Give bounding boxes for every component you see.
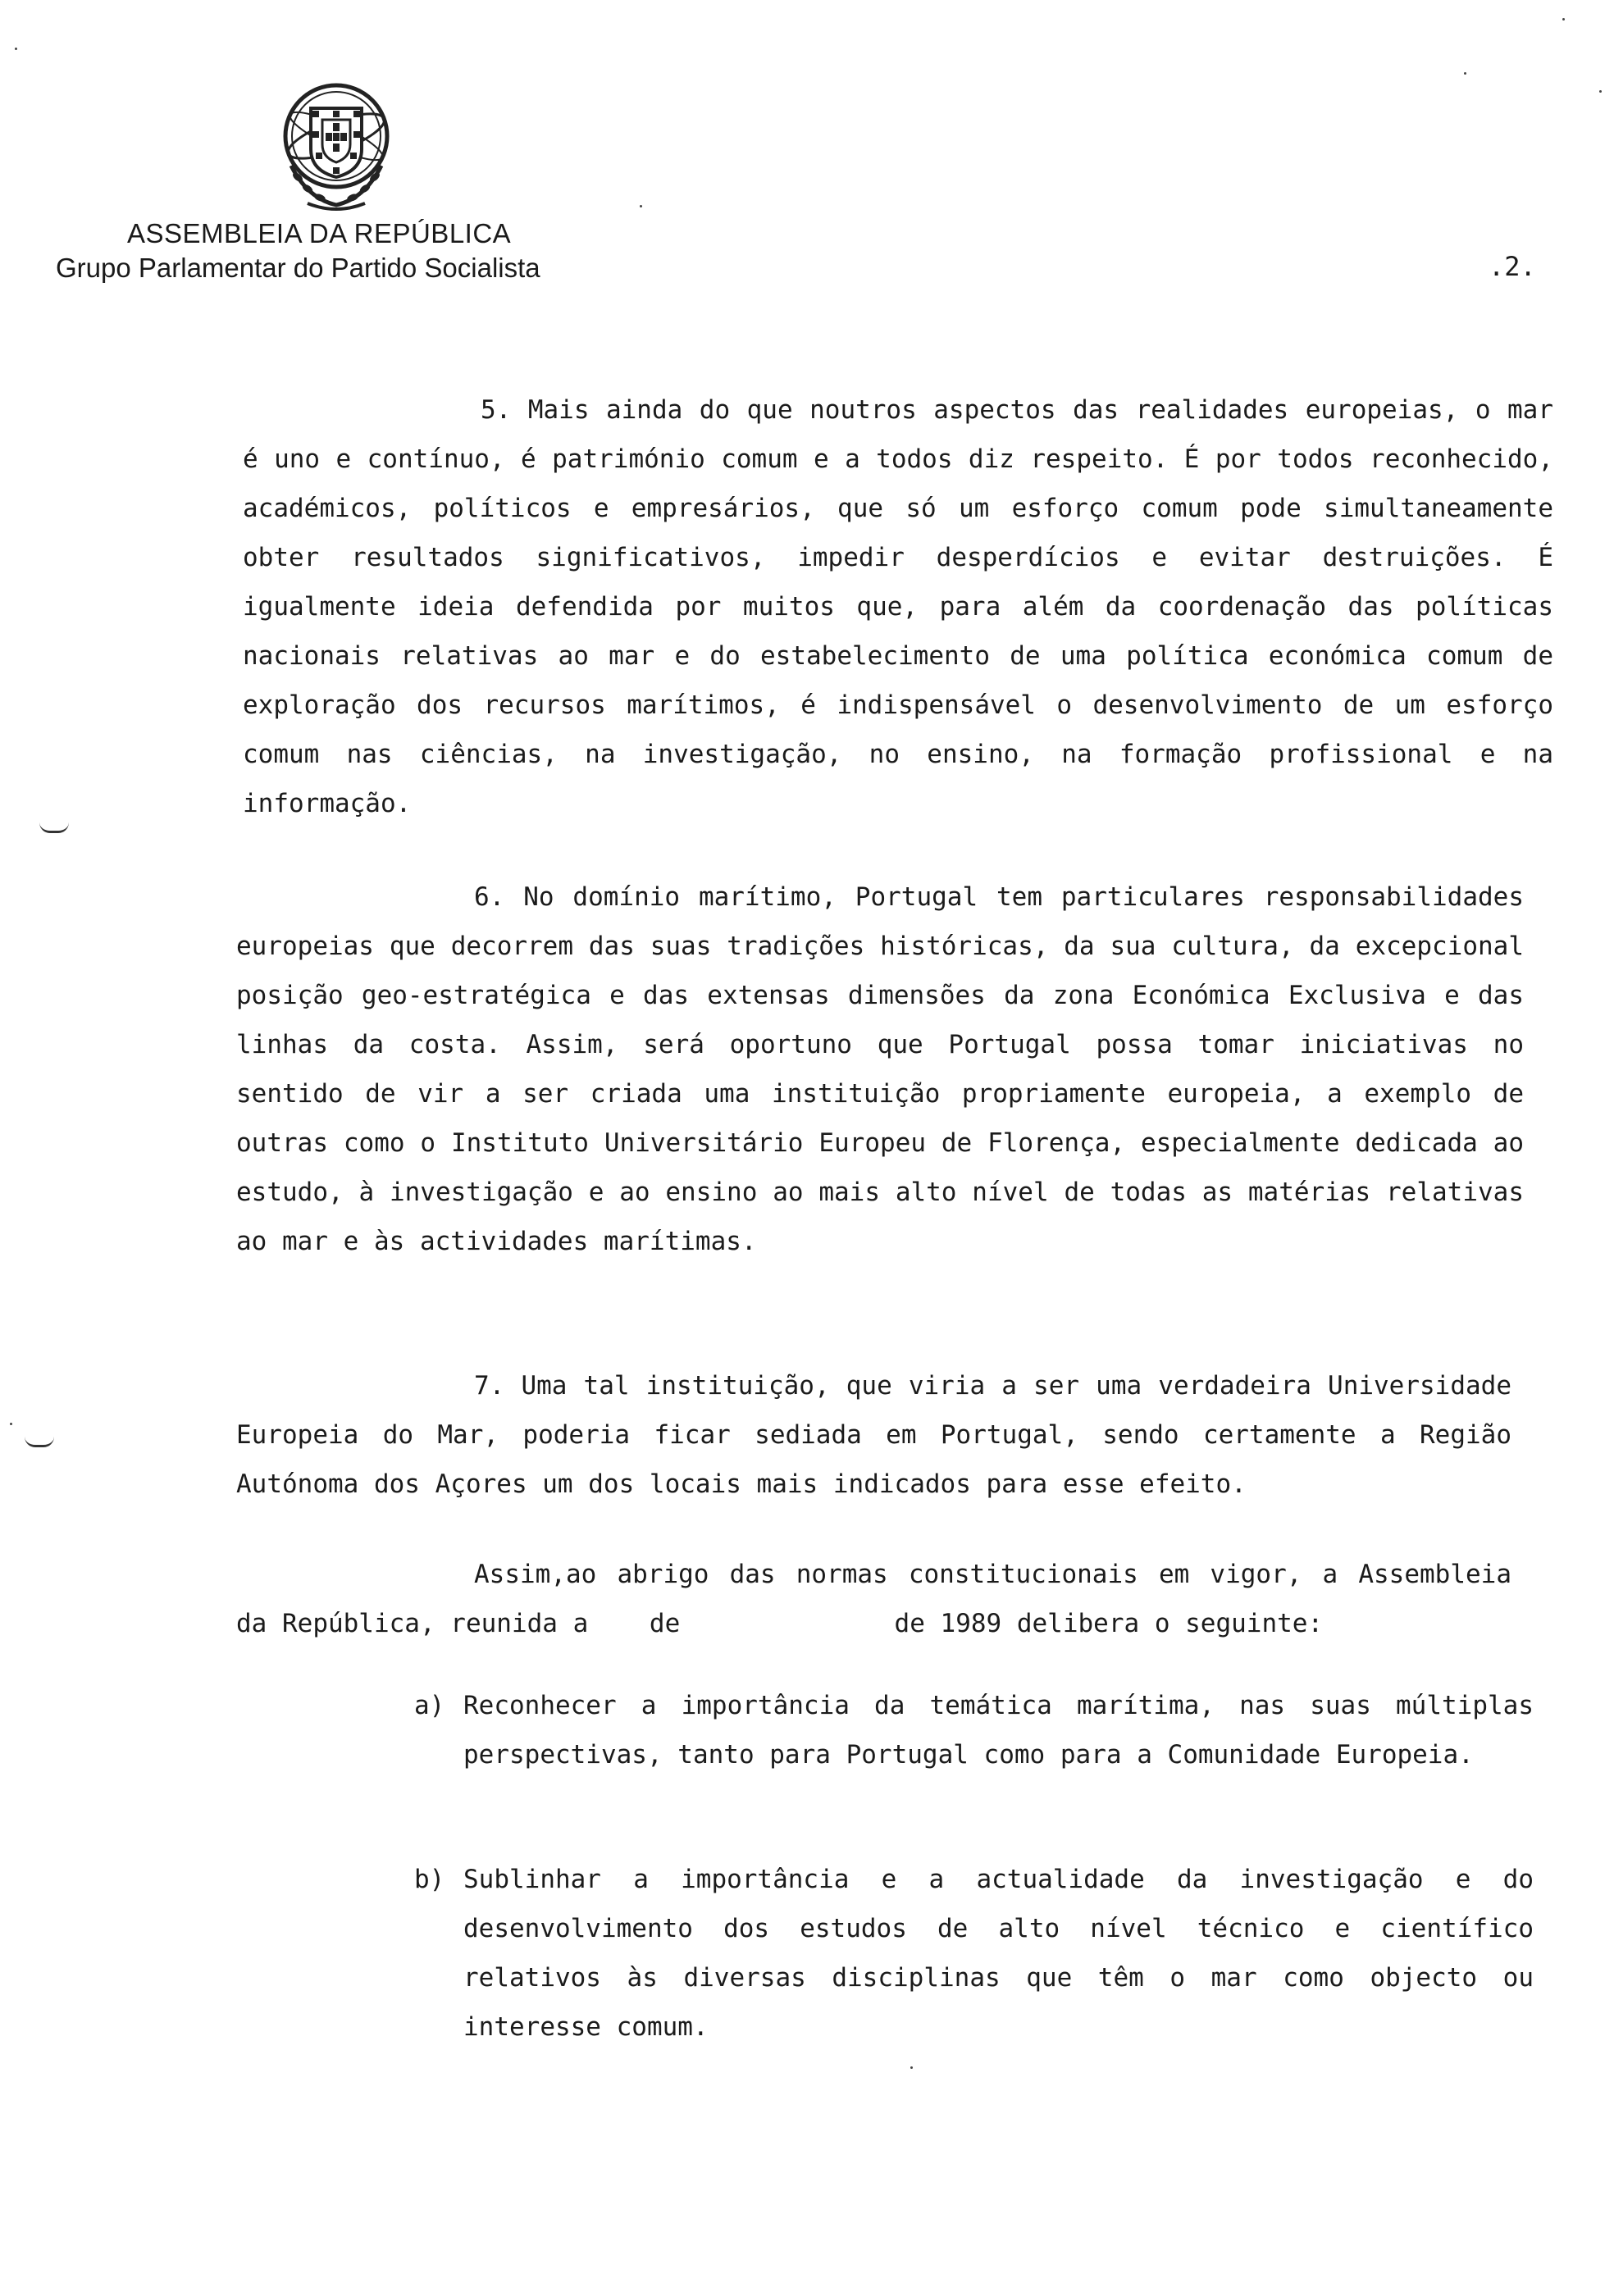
parliamentary-group-name: Grupo Parlamentar do Partido Socialista	[56, 253, 540, 283]
resolution-preamble-text: Assim,ao abrigo das normas constitucionais em vigor, a Assembleia da República, reunida a de de 1989 delibera o seguinte:	[236, 1560, 1527, 1638]
paragraph-5	[243, 385, 1553, 828]
page-number: .2.	[1489, 251, 1536, 282]
item-text: Sublinhar a importância e a actualidade da investigação e do desenvolvimento dos estudos de alto nível técnico e científico relativos às diversas disciplinas que têm o mar como objecto ou interesse comum.	[463, 1865, 1534, 2042]
item-letter: b)	[414, 1865, 445, 1894]
scan-speck	[1562, 18, 1565, 20]
scan-mark	[39, 822, 69, 833]
paragraph-7	[236, 1361, 1511, 1509]
resolution-item-a	[414, 1681, 1534, 1779]
paragraph-7-text: 7. Uma tal instituição, que viria a ser uma verdadeira Universidade Europeia do Mar, poderia ficar sediada em Portugal, sendo certamente a Região Autónoma dos Açores um dos locais mais indicados para esse efeito.	[236, 1371, 1511, 1499]
portuguese-coat-of-arms-icon	[275, 80, 398, 212]
item-letter: a)	[414, 1691, 445, 1720]
resolution-preamble	[236, 1550, 1527, 1648]
item-text: Reconhecer a importância da temática marítima, nas suas múltiplas perspectivas, tanto para Portugal como para a Comunidade Europeia.	[463, 1691, 1534, 1770]
scan-speck	[15, 48, 17, 50]
scan-speck	[1599, 90, 1602, 93]
resolution-item-b	[414, 1855, 1534, 2052]
institution-name: ASSEMBLEIA DA REPÚBLICA	[127, 218, 512, 248]
scan-speck	[640, 205, 642, 207]
paragraph-5-text: 5. Mais ainda do que noutros aspectos das realidades europeias, o mar é uno e contínuo, é património comum e a todos diz respeito. É por todos reconhecido, académicos, políticos e empresários, que só um esforço comum pode simultaneamente obter resultados significativos, impedir desperdícios e evitar destruições. É igualmente ideia defendida por muitos que, para além da coordenação das políticas nacionais relativas ao mar e do estabelecimento de uma política económica comum de exploração dos recursos marítimos, é indispensável o desenvolvimento de um esforço comum nas ciências, na investigação, no ensino, na formação profissional e na informação.	[243, 395, 1553, 818]
scan-speck	[1464, 72, 1466, 75]
scan-mark	[25, 1437, 54, 1447]
scan-speck	[910, 2066, 913, 2069]
paragraph-6-text: 6. No domínio marítimo, Portugal tem particulares responsabilidades europeias que decorrem das suas tradições históricas, da sua cultura, da excepcional posição geo-estratégica e das extensas dimensões da zona Económica Exclusiva e das linhas da costa. Assim, será oportuno que Portugal possa tomar iniciativas no sentido de vir a ser criada uma instituição propriamente europeia, a exemplo de outras como o Instituto Universitário Europeu de Florença, especialmente dedicada ao estudo, à investigação e ao ensino ao mais alto nível de todas as matérias relativas ao mar e às actividades marítimas.	[236, 882, 1524, 1256]
paragraph-6	[236, 872, 1524, 1266]
scan-speck	[10, 1423, 12, 1425]
